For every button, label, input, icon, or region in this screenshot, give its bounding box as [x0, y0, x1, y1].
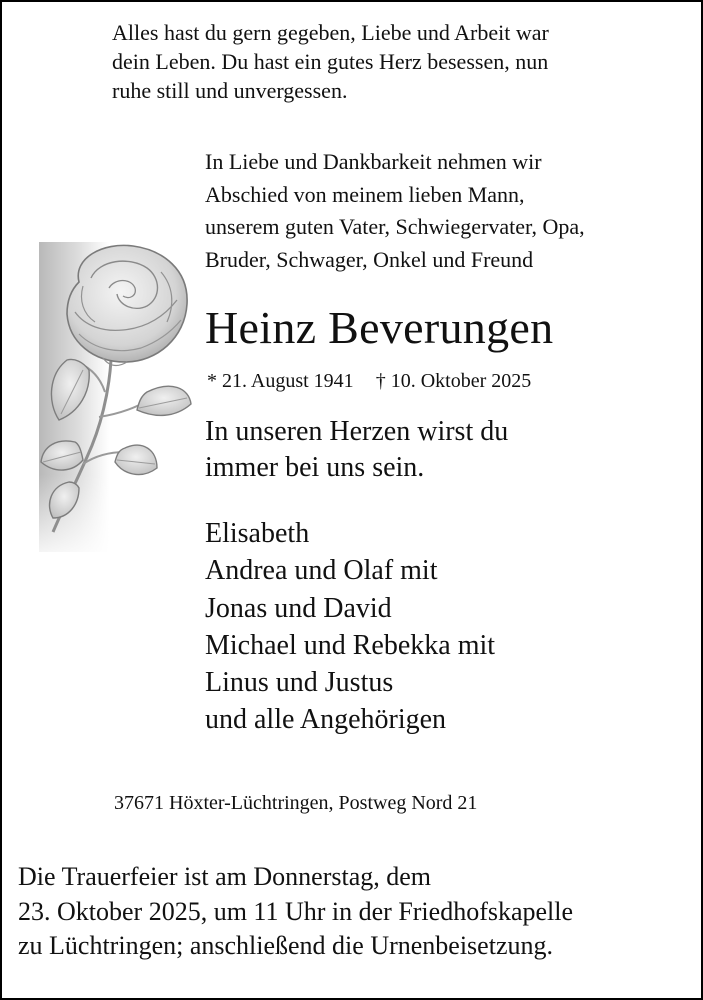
- deceased-name: Heinz Beverungen: [205, 302, 554, 353]
- mourner-line: Linus und Justus: [205, 667, 394, 699]
- death-date: † 10. Oktober 2025: [375, 370, 532, 392]
- service-line: zu Lüchtringen; anschließend die Urnenbeisetzung.: [18, 931, 553, 960]
- quote-line: In unseren Herzen wirst du: [205, 416, 509, 447]
- mourner-line: und alle Angehörigen: [205, 704, 447, 736]
- intro-line: Abschied von meinem lieben Mann,: [205, 181, 525, 207]
- family-address: 37671 Höxter-Lüchtringen, Postweg Nord 21: [114, 792, 478, 814]
- service-line: 23. Oktober 2025, um 11 Uhr in der Friedhofskapelle: [18, 896, 574, 926]
- service-line: Die Trauerfeier ist am Donnerstag, dem: [18, 862, 432, 891]
- quote-line: immer bei uns sein.: [205, 452, 425, 483]
- motto-line: ruhe still und unvergessen.: [112, 78, 348, 103]
- intro-line: In Liebe und Dankbarkeit nehmen wir: [205, 149, 542, 174]
- mourners-list: [205, 515, 495, 739]
- funeral-service-info: [18, 860, 573, 964]
- intro-line: unserem guten Vater, Schwiegervater, Opa,: [205, 214, 585, 239]
- life-dates: [207, 368, 531, 394]
- motto-line: dein Leben. Du hast ein gutes Herz besessen, nun: [112, 49, 549, 74]
- mourner-line: Andrea und Olaf mit: [205, 555, 438, 587]
- mourner-line: Elisabeth: [205, 518, 310, 549]
- motto-verse: [112, 18, 549, 105]
- memorial-quote: [205, 414, 508, 486]
- intro-line: Bruder, Schwager, Onkel und Freund: [205, 246, 534, 272]
- motto-line: Alles hast du gern gegeben, Liebe und Arbeit war: [112, 20, 549, 45]
- birth-date: * 21. August 1941: [207, 370, 354, 392]
- mourner-line: Jonas und David: [205, 592, 392, 624]
- rose-icon: [39, 242, 195, 552]
- intro-text: [205, 146, 585, 276]
- mourner-line: Michael und Rebekka mit: [205, 629, 496, 661]
